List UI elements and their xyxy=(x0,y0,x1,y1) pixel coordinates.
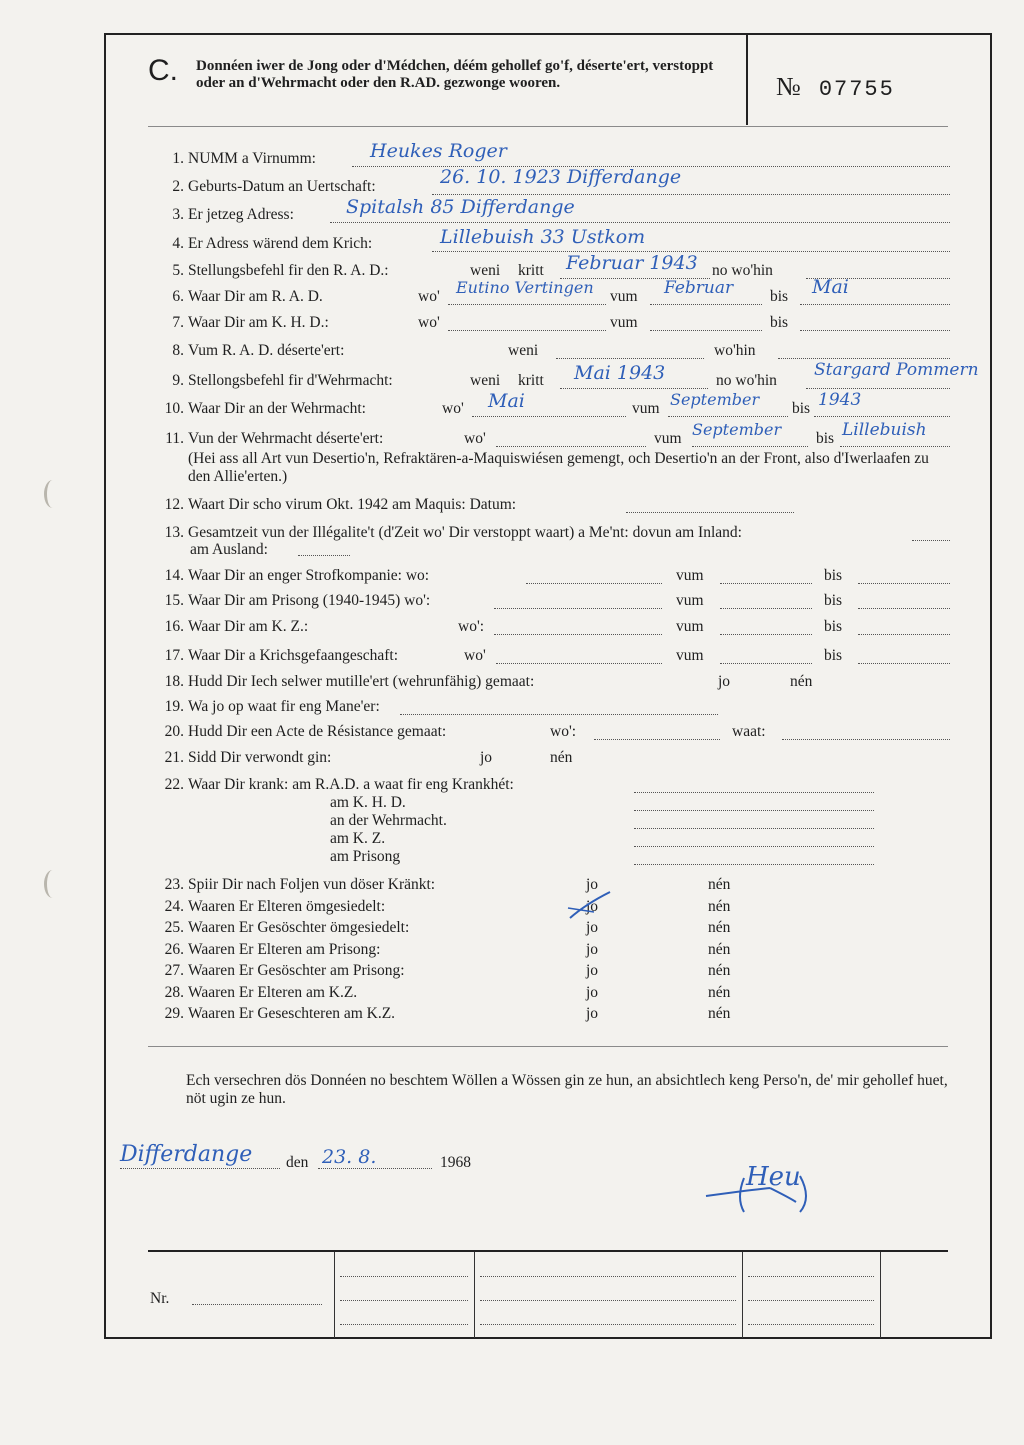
label-wo: wo' xyxy=(442,400,464,417)
option-nen[interactable]: nén xyxy=(708,898,731,915)
label-kritt: kritt xyxy=(518,372,544,389)
row-6: 6. Waar Dir am R. A. D. xyxy=(172,288,323,305)
field-line[interactable] xyxy=(858,583,950,584)
hw-name: Heukes Roger xyxy=(370,140,507,162)
declaration-text: Ech versechren dös Donnéen no beschtem Wöllen a Wössen gin ze hun, an absichtlech keng Perso'n, de' mir gehollef huet, nöt ugin ze hun. xyxy=(186,1072,948,1107)
label-bis: bis xyxy=(824,567,843,584)
hw-rad-from: Februar xyxy=(664,278,734,298)
row-29: 29. Waaren Er Geseschteren am K.Z. xyxy=(164,1005,396,1022)
label-wohin: wo'hin xyxy=(714,342,756,359)
field-line[interactable] xyxy=(432,194,950,195)
option-nen[interactable]: nén xyxy=(550,749,573,766)
punch-hole xyxy=(44,480,61,508)
footer-table xyxy=(148,1250,948,1342)
hw-wm-from: September xyxy=(670,390,760,409)
field-line[interactable] xyxy=(472,416,626,417)
row-2: 2. Geburts-Datum an Uertschaft: xyxy=(172,178,376,195)
desertion-note: (Hei ass all Art vun Desertio'n, Refraktären-a-Maquiswiésen gemengt, och Desertio'n an der Front, also d'Iwerlaafen zu den Allie'erten.) xyxy=(188,450,929,485)
field-line[interactable] xyxy=(634,792,874,793)
option-jo[interactable]: jo xyxy=(586,1005,599,1022)
label-weni: weni xyxy=(508,342,539,359)
form-number: № 07755 xyxy=(776,72,895,102)
field-line[interactable] xyxy=(330,222,950,223)
label-wo: wo': xyxy=(458,618,485,635)
option-jo[interactable]: jo xyxy=(586,984,599,1001)
row-12: 12. Waart Dir scho virum Okt. 1942 am Maquis: Datum: xyxy=(164,496,517,513)
row-16: 16. Waar Dir am K. Z.: xyxy=(164,618,309,635)
label-bis: bis xyxy=(792,400,811,417)
hw-birth: 26. 10. 1923 Differdange xyxy=(440,166,682,188)
hw-des-from: September xyxy=(692,420,782,439)
form-title: Donnéen iwer de Jong oder d'Médchen, déém gehollef go'f, déserte'ert, verstoppt oder an d'Wehrmacht oder den R.AD. gezwonge wooren. xyxy=(196,58,714,91)
field-line[interactable] xyxy=(912,540,950,541)
table-cell-line[interactable] xyxy=(340,1276,468,1277)
field-line[interactable] xyxy=(298,555,350,556)
option-jo[interactable]: jo xyxy=(586,941,599,958)
option-nen[interactable]: nén xyxy=(708,1005,731,1022)
field-line[interactable] xyxy=(800,304,950,305)
field-line[interactable] xyxy=(800,330,950,331)
label-bis: bis xyxy=(824,647,843,664)
field-line[interactable] xyxy=(778,358,950,359)
place-field[interactable] xyxy=(120,1168,280,1169)
label-vum: vum xyxy=(610,314,638,331)
option-nen[interactable]: nén xyxy=(790,673,813,690)
hw-wm-order: Mai 1943 xyxy=(574,362,666,384)
table-divider xyxy=(742,1252,743,1338)
field-line[interactable] xyxy=(496,663,662,664)
field-line[interactable] xyxy=(720,583,812,584)
field-line[interactable] xyxy=(720,608,812,609)
field-line[interactable] xyxy=(692,446,808,447)
field-line[interactable] xyxy=(448,304,606,305)
option-jo[interactable]: jo xyxy=(586,919,599,936)
label-bis: bis xyxy=(824,618,843,635)
row-9: 9. Stellongsbefehl fir d'Wehrmacht: xyxy=(172,372,393,389)
hw-rad-place: Eutino Vertingen xyxy=(456,278,594,297)
row-15: 15. Waar Dir am Prisong (1940-1945) wo': xyxy=(164,592,431,609)
nr-field[interactable] xyxy=(192,1304,322,1305)
field-line[interactable] xyxy=(634,828,874,829)
table-cell-line[interactable] xyxy=(480,1300,736,1301)
table-cell-line[interactable] xyxy=(480,1324,736,1325)
sub-prisong: am Prisong xyxy=(330,848,401,865)
signature-stroke-icon xyxy=(700,1168,830,1218)
label-no-wohin: no wo'hin xyxy=(716,372,777,389)
sub-wehrmacht: an der Wehrmacht. xyxy=(330,812,447,829)
label-bis: bis xyxy=(770,288,789,305)
label-wo: wo' xyxy=(464,430,486,447)
hw-city: Differdange xyxy=(120,1142,253,1167)
field-line[interactable] xyxy=(496,446,646,447)
label-bis: bis xyxy=(770,314,789,331)
nr-label: Nr. xyxy=(150,1290,170,1307)
label-vum: vum xyxy=(676,618,704,635)
label-vum: vum xyxy=(610,288,638,305)
field-line[interactable] xyxy=(668,416,788,417)
label-bis: bis xyxy=(824,592,843,609)
punch-hole xyxy=(44,870,61,898)
label-vum: vum xyxy=(676,647,704,664)
label-year: 1968 xyxy=(440,1154,471,1171)
option-jo[interactable]: jo xyxy=(586,962,599,979)
table-cell-line[interactable] xyxy=(748,1300,874,1301)
section-letter: C. xyxy=(148,54,178,87)
option-nen[interactable]: nén xyxy=(708,984,731,1001)
field-line[interactable] xyxy=(814,416,950,417)
field-line[interactable] xyxy=(494,634,662,635)
row-24: 24. Waaren Er Elteren ömgesiedelt: xyxy=(164,898,386,915)
label-wo: wo' xyxy=(464,647,486,664)
hw-rad-to: Mai xyxy=(812,276,849,298)
sub-khd: am K. H. D. xyxy=(330,794,406,811)
row-22: 22. Waar Dir krank: am R.A.D. a waat fir eng Krankhét: xyxy=(164,776,514,793)
row-11: 11. Vun der Wehrmacht déserte'ert: xyxy=(165,430,384,447)
option-nen[interactable]: nén xyxy=(708,876,731,893)
hw-address: Spitalsh 85 Differdange xyxy=(346,196,575,218)
field-line[interactable] xyxy=(720,663,812,664)
field-line[interactable] xyxy=(650,330,762,331)
label-kritt: kritt xyxy=(518,262,544,279)
table-cell-line[interactable] xyxy=(480,1276,736,1277)
row-17: 17. Waar Dir a Krichsgefaangeschaft: xyxy=(164,647,399,664)
field-line[interactable] xyxy=(448,330,606,331)
label-vum: vum xyxy=(676,567,704,584)
field-line[interactable] xyxy=(560,388,708,389)
table-cell-line[interactable] xyxy=(748,1276,874,1277)
table-divider xyxy=(880,1252,881,1338)
row-10: 10. Waar Dir an der Wehrmacht: xyxy=(164,400,366,417)
row-4: 4. Er Adress wärend dem Krich: xyxy=(172,235,373,252)
table-cell-line[interactable] xyxy=(748,1324,874,1325)
option-jo[interactable]: jo xyxy=(586,876,599,893)
table-divider xyxy=(334,1252,335,1338)
table-cell-line[interactable] xyxy=(340,1324,468,1325)
header-rule xyxy=(148,126,948,127)
label-wo: wo' xyxy=(418,288,440,305)
field-line[interactable] xyxy=(634,864,874,865)
label-weni: weni xyxy=(470,372,501,389)
hw-wm-to: 1943 xyxy=(818,390,862,410)
option-jo[interactable]: jo xyxy=(480,749,493,766)
field-line[interactable] xyxy=(782,739,950,740)
label-weni: weni xyxy=(470,262,501,279)
hw-wm-where: Mai xyxy=(488,390,525,412)
field-line[interactable] xyxy=(858,634,950,635)
label-vum: vum xyxy=(676,592,704,609)
field-line[interactable] xyxy=(720,634,812,635)
label-wo: wo' xyxy=(418,314,440,331)
row-14: 14. Waar Dir an enger Strofkompanie: wo: xyxy=(164,567,430,584)
row-19: 19. Wa jo op waat fir eng Mane'er: xyxy=(164,698,380,715)
label-vum: vum xyxy=(632,400,660,417)
field-line[interactable] xyxy=(634,846,874,847)
label-waat: waat: xyxy=(732,723,766,740)
row-1: 1. NUMM a Virnumm: xyxy=(172,150,316,167)
section-rule xyxy=(148,1046,948,1047)
row-20: 20. Hudd Dir een Acte de Résistance gemaat: xyxy=(164,723,447,740)
option-nen[interactable]: nén xyxy=(708,941,731,958)
option-jo[interactable]: jo xyxy=(718,673,731,690)
field-line[interactable] xyxy=(858,608,950,609)
row-27: 27. Waaren Er Gesöschter am Prisong: xyxy=(164,962,405,979)
field-line[interactable] xyxy=(634,810,874,811)
sub-kz: am K. Z. xyxy=(330,830,386,847)
row-13: 13. Gesamtzeit vun der Illégalite't (d'Zeit wo' Dir verstoppt waart) a Me'nt: dovun am Inland: xyxy=(164,524,742,541)
label-bis: bis xyxy=(816,430,835,447)
date-field[interactable] xyxy=(318,1168,432,1169)
row-23: 23. Spiir Dir nach Foljen vun döser Kränkt: xyxy=(164,876,436,893)
row-25: 25. Waaren Er Gesöschter ömgesiedelt: xyxy=(164,919,410,936)
field-line[interactable] xyxy=(626,512,794,513)
row-21: 21. Sidd Dir verwondt gin: xyxy=(164,749,332,766)
field-line[interactable] xyxy=(400,714,718,715)
row-3: 3. Er jetzeg Adress: xyxy=(172,206,294,223)
field-line[interactable] xyxy=(650,304,762,305)
header-divider xyxy=(746,35,748,125)
field-line[interactable] xyxy=(594,739,720,740)
table-cell-line[interactable] xyxy=(340,1300,468,1301)
label-den: den xyxy=(286,1154,309,1171)
row-26: 26. Waaren Er Elteren am Prisong: xyxy=(164,941,381,958)
row-7: 7. Waar Dir am K. H. D.: xyxy=(172,314,329,331)
label-vum: vum xyxy=(654,430,682,447)
label-no-wohin: no wo'hin xyxy=(712,262,773,279)
field-line[interactable] xyxy=(494,608,662,609)
field-line[interactable] xyxy=(840,446,950,447)
option-jo[interactable]: jo xyxy=(586,898,599,915)
option-nen[interactable]: nén xyxy=(708,919,731,936)
hw-war-address: Lillebuish 33 Ustkom xyxy=(440,226,646,248)
field-line[interactable] xyxy=(526,583,662,584)
table-divider xyxy=(474,1252,475,1338)
label-ausland: am Ausland: xyxy=(190,541,268,558)
hw-rad-month: Februar 1943 xyxy=(566,252,698,274)
row-5: 5. Stellungsbefehl fir den R. A. D.: xyxy=(172,262,389,279)
signature: Heu xyxy=(746,1162,801,1192)
field-line[interactable] xyxy=(806,388,950,389)
row-28: 28. Waaren Er Elteren am K.Z. xyxy=(164,984,358,1001)
row-18: 18. Hudd Dir Iech selwer mutille'ert (wehrunfähig) gemaat: xyxy=(164,673,535,690)
hw-des-to: Lillebuish xyxy=(842,420,927,440)
hw-day: 23. 8. xyxy=(322,1146,377,1168)
option-nen[interactable]: nén xyxy=(708,962,731,979)
hw-wm-place: Stargard Pommern xyxy=(814,360,979,380)
field-line[interactable] xyxy=(556,358,704,359)
label-wo: wo': xyxy=(550,723,577,740)
row-8: 8. Vum R. A. D. déserte'ert: xyxy=(172,342,345,359)
field-line[interactable] xyxy=(858,663,950,664)
